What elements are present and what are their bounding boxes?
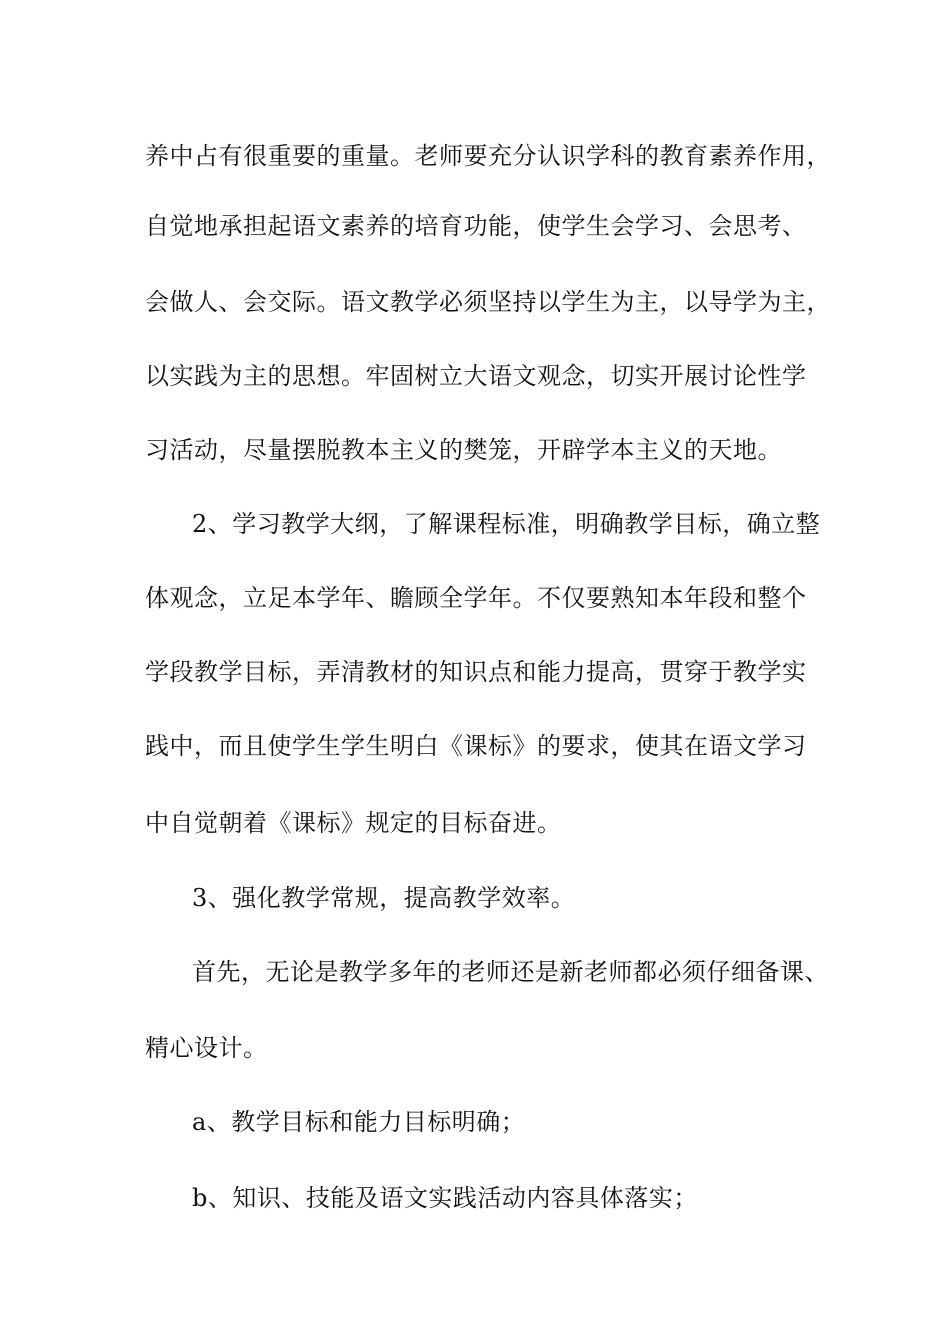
text-line: 体观念，立足本学年、瞻顾全学年。不仅要熟知本年段和整个 [145, 584, 807, 612]
text-line: 精心设计。 [145, 1034, 268, 1062]
text-line: 践中，而且使学生学生明白《课标》的要求，使其在语文学习 [145, 732, 807, 760]
text-line: 养中占有很重要的重量。老师要充分认识学科的教育素养作用， [145, 142, 831, 170]
text-line: 3、强化教学常规，提高教学效率。 [192, 884, 576, 912]
text-line: 首先，无论是教学多年的老师还是新老师都必须仔细备课、 [192, 958, 829, 986]
text-line: 习活动，尽量摆脱教本主义的樊笼，开辟学本主义的天地。 [145, 436, 782, 464]
text-line: 会做人、会交际。语文教学必须坚持以学生为主，以导学为主， [145, 288, 831, 316]
text-line: 中自觉朝着《课标》规定的目标奋进。 [145, 809, 562, 837]
text-line: 以实践为主的思想。牢固树立大语文观念，切实开展讨论性学 [145, 362, 807, 390]
text-line: 学段教学目标，弄清教材的知识点和能力提高，贯穿于教学实 [145, 658, 807, 686]
text-line: 自觉地承担起语文素养的培育功能，使学生会学习、会思考、 [145, 212, 807, 240]
text-line: b、知识、技能及语文实践活动内容具体落实； [192, 1184, 698, 1212]
text-line: a、教学目标和能力目标明确； [192, 1108, 526, 1136]
text-line: 2、学习教学大纲，了解课程标准，明确教学目标，确立整 [192, 510, 821, 538]
